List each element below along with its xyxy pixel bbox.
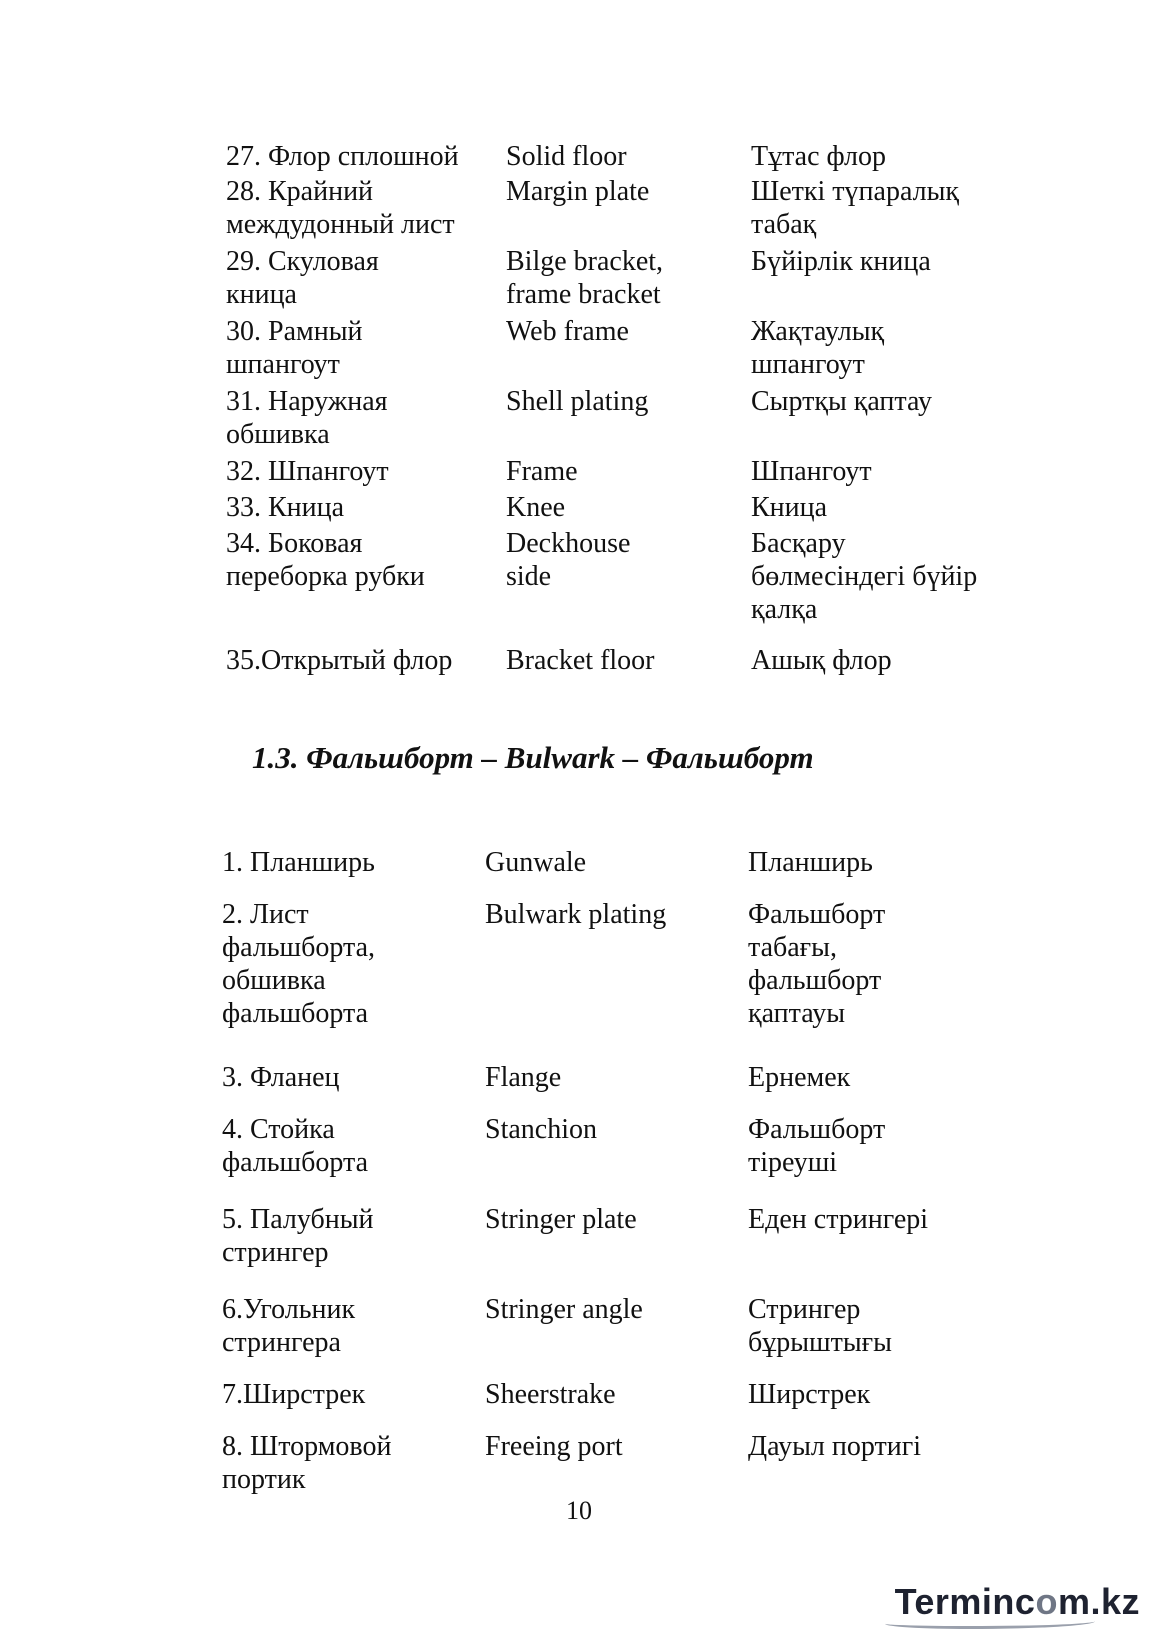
russian-term: 31. Наружная обшивка [226,386,388,450]
terms-table-1 [226,140,986,679]
russian-term: 5. Палубный стрингер [222,1204,374,1268]
russian-term: 8. Штормовой портик [222,1431,392,1495]
russian-term: 1. Планширь [222,847,375,878]
kazakh-term: Жақтаулық шпангоут [751,316,885,380]
table-row [222,1430,982,1500]
watermark-text: o [1035,1581,1058,1622]
russian-term: 29. Скуловая кница [226,246,379,310]
table-row [222,846,982,898]
kazakh-term: Еден стрингері [748,1204,929,1235]
table-row [226,527,986,644]
russian-term: 27. Флор сплошной [226,141,459,172]
table-row [222,1293,982,1378]
russian-term: 30. Рамный шпангоут [226,316,363,380]
kazakh-term: Басқару бөлмесіндегі бүйір қалқа [751,528,978,625]
kazakh-term: Шпангоут [751,456,872,487]
terms-table-2 [222,846,982,1500]
english-term: Margin plate [506,176,650,207]
watermark-text: c [1014,1581,1036,1622]
table-row [226,491,986,527]
watermark-text: Termin [894,1581,1015,1622]
table-row [222,1061,982,1113]
section-heading: 1.3. Фальшборт – Bulwark – Фальшборт [252,740,814,775]
english-term: Gunwale [485,847,587,878]
russian-term: 6.Угольник стрингера [222,1294,356,1358]
english-term: Bulwark plating [485,899,667,930]
kazakh-term: Сыртқы қаптау [751,386,933,417]
english-term: Bilge bracket, frame bracket [506,246,664,310]
watermark-text: m.kz [1057,1581,1140,1622]
russian-term: 28. Крайний междудонный лист [226,176,455,240]
table-row [226,455,986,491]
swoosh-icon [885,1616,1095,1629]
english-term: Bracket floor [506,645,655,676]
kazakh-term: Стрингер бұрыштығы [748,1294,892,1358]
kazakh-term: Ширстрек [748,1379,871,1410]
russian-term: 34. Боковая переборка рубки [226,528,425,592]
english-term: Stanchion [485,1114,597,1145]
table-row [226,644,986,679]
table-row [226,315,986,385]
english-term: Sheerstrake [485,1379,616,1410]
kazakh-term: Тұтас флор [751,141,886,172]
russian-term: 35.Открытый флор [226,645,453,676]
english-term: Web frame [506,316,629,347]
kazakh-term: Дауыл портигі [748,1431,921,1462]
table-row [222,1378,982,1430]
table-row [222,1113,982,1203]
english-term: Freeing port [485,1431,623,1462]
english-term: Flange [485,1062,562,1093]
kazakh-term: Шеткі түпаралық табақ [751,176,960,240]
english-term: Stringer plate [485,1204,637,1235]
russian-term: 7.Ширстрек [222,1379,366,1410]
kazakh-term: Ернемек [748,1062,851,1093]
english-term: Knee [506,492,566,523]
kazakh-term: Ашық флор [751,645,892,676]
table-row [226,245,986,315]
english-term: Solid floor [506,141,627,172]
russian-term: 32. Шпангоут [226,456,389,487]
page-number: 10 [566,1496,592,1525]
russian-term: 2. Лист фальшборта, обшивка фальшборта [222,899,376,1029]
english-term: Deckhouse side [506,528,631,592]
english-term: Stringer angle [485,1294,643,1325]
table-row [226,140,986,175]
russian-term: 4. Стойка фальшборта [222,1114,369,1178]
table-row [226,385,986,455]
kazakh-term: Фальшборт табағы, фальшборт қаптауы [748,899,886,1029]
table-row [226,175,986,245]
kazakh-term: Бүйірлік кница [751,246,931,277]
watermark-logo [895,1581,1140,1623]
table-row [222,1203,982,1293]
english-term: Frame [506,456,578,487]
kazakh-term: Планширь [748,847,873,878]
russian-term: 33. Кница [226,492,345,523]
kazakh-term: Кница [751,492,828,523]
english-term: Shell plating [506,386,649,417]
kazakh-term: Фальшборт тіреуші [748,1114,886,1178]
russian-term: 3. Фланец [222,1062,340,1093]
table-row [222,898,982,1061]
